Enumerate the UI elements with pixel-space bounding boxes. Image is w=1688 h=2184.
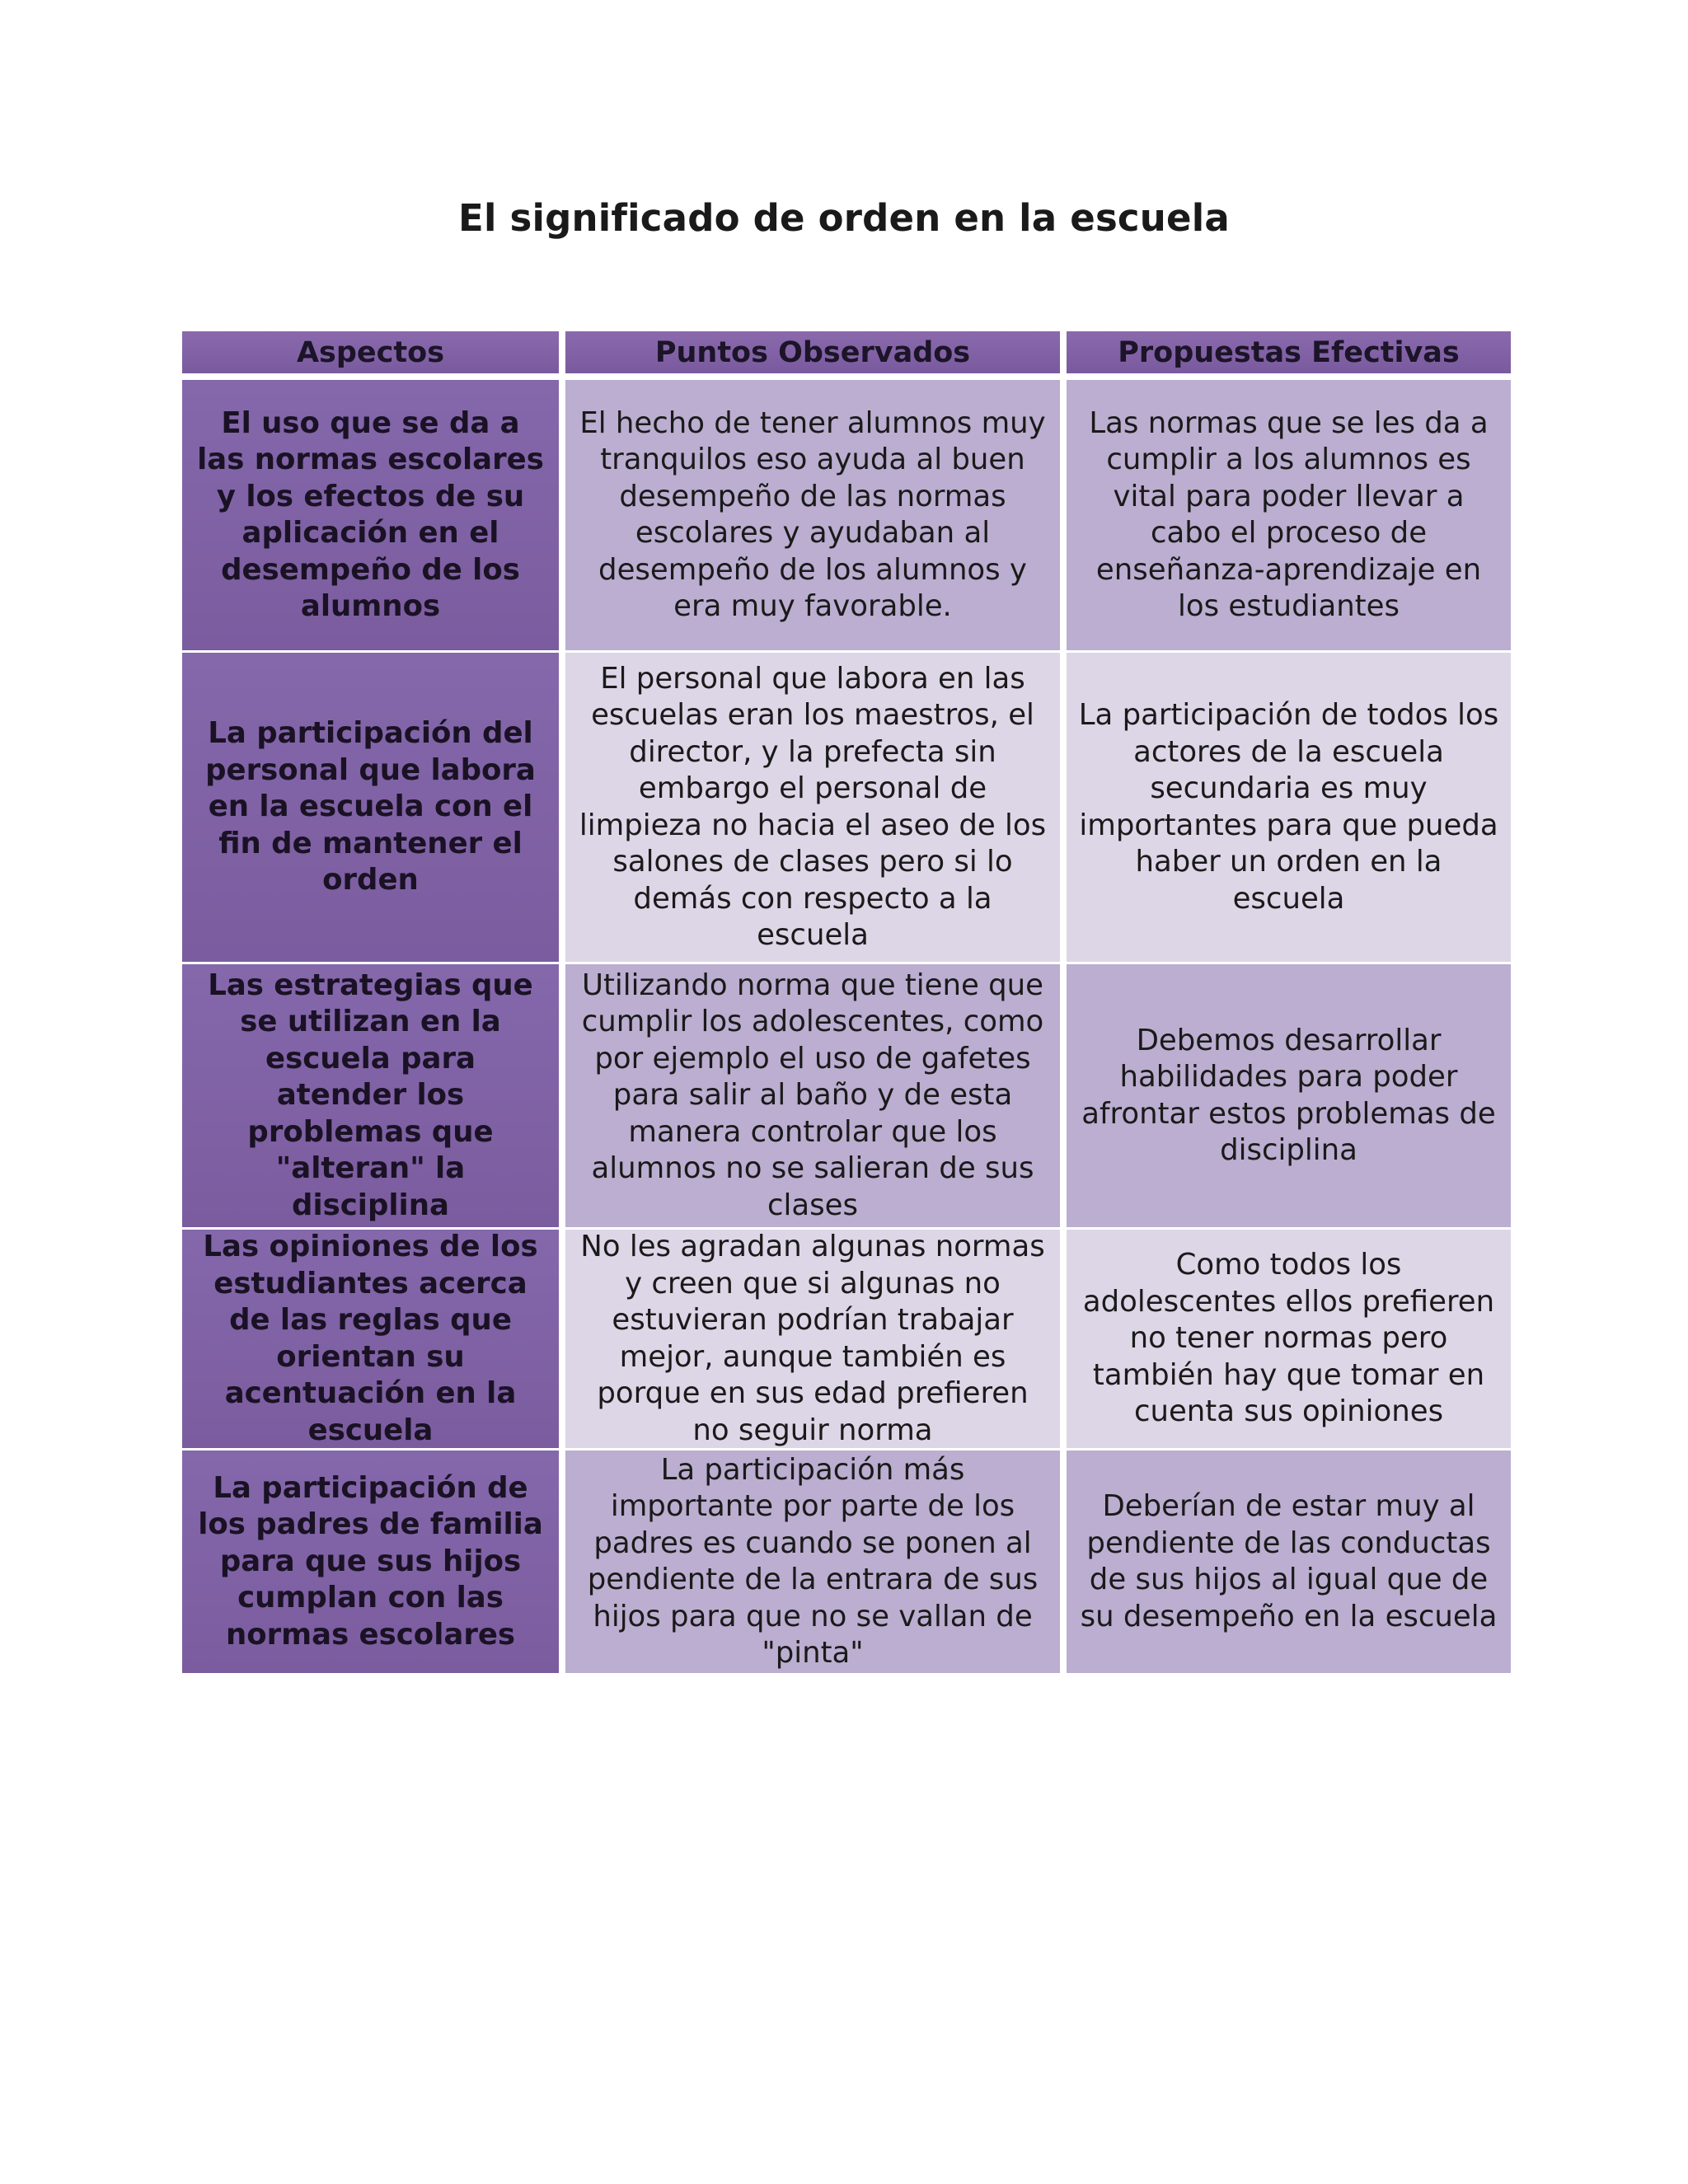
table-row-aspect: Las estrategias que se utilizan en la escuela para atender los problemas que "alteran" la disciplina — [182, 964, 559, 1230]
header-gap — [182, 373, 559, 380]
table-row-proposal: Deberían de estar muy al pendiente de las conductas de sus hijos al igual que de su desempeño en la escuela — [1067, 1451, 1511, 1673]
table-row-proposal: Debemos desarrollar habilidades para poder afrontar estos problemas de disciplina — [1067, 964, 1511, 1230]
header-propuestas-efectivas: Propuestas Efectivas — [1067, 331, 1511, 373]
table-row-proposal: Las normas que se les da a cumplir a los alumnos es vital para poder llevar a cabo el proceso de enseñanza-aprendizaje en los estudiantes — [1067, 380, 1511, 653]
header-aspectos: Aspectos — [182, 331, 559, 373]
table-row-aspect: El uso que se da a las normas escolares y los efectos de su aplicación en el desempeño de los alumnos — [182, 380, 559, 653]
table-row-aspect: La participación del personal que labora en la escuela con el fin de mantener el orden — [182, 653, 559, 964]
table-row-proposal: La participación de todos los actores de la escuela secundaria es muy importantes para que pueda haber un orden en la escuela — [1067, 653, 1511, 964]
header-puntos-observados: Puntos Observados — [565, 331, 1060, 373]
table-row-observed: Utilizando norma que tiene que cumplir los adolescentes, como por ejemplo el uso de gafetes para salir al baño y de esta manera controlar que los alumnos no se salieran de sus clases — [565, 964, 1060, 1230]
table-row-aspect: Las opiniones de los estudiantes acerca de las reglas que orientan su acentuación en la escuela — [182, 1230, 559, 1451]
table-row-observed: No les agradan algunas normas y creen que si algunas no estuvieran podrían trabajar mejor, aunque también es porque en sus edad prefieren no seguir norma — [565, 1230, 1060, 1451]
comparison-table — [182, 331, 1511, 1673]
header-gap — [1067, 373, 1511, 380]
table-row-observed: El hecho de tener alumnos muy tranquilos eso ayuda al buen desempeño de las normas escolares y ayudaban al desempeño de los alumnos y era muy favorable. — [565, 380, 1060, 653]
header-gap — [565, 373, 1060, 380]
table-row-observed: La participación más importante por parte de los padres es cuando se ponen al pendiente de la entrara de sus hijos para que no se vallan de "pinta" — [565, 1451, 1060, 1673]
document-title: El significado de orden en la escuela — [458, 196, 1230, 240]
table-row-observed: El personal que labora en las escuelas eran los maestros, el director, y la prefecta sin embargo el personal de limpieza no hacia el aseo de los salones de clases pero si lo demás con respecto a la escuela — [565, 653, 1060, 964]
table-row-aspect: La participación de los padres de familia para que sus hijos cumplan con las normas escolares — [182, 1451, 559, 1673]
table-row-proposal: Como todos los adolescentes ellos prefieren no tener normas pero también hay que tomar en cuenta sus opiniones — [1067, 1230, 1511, 1451]
